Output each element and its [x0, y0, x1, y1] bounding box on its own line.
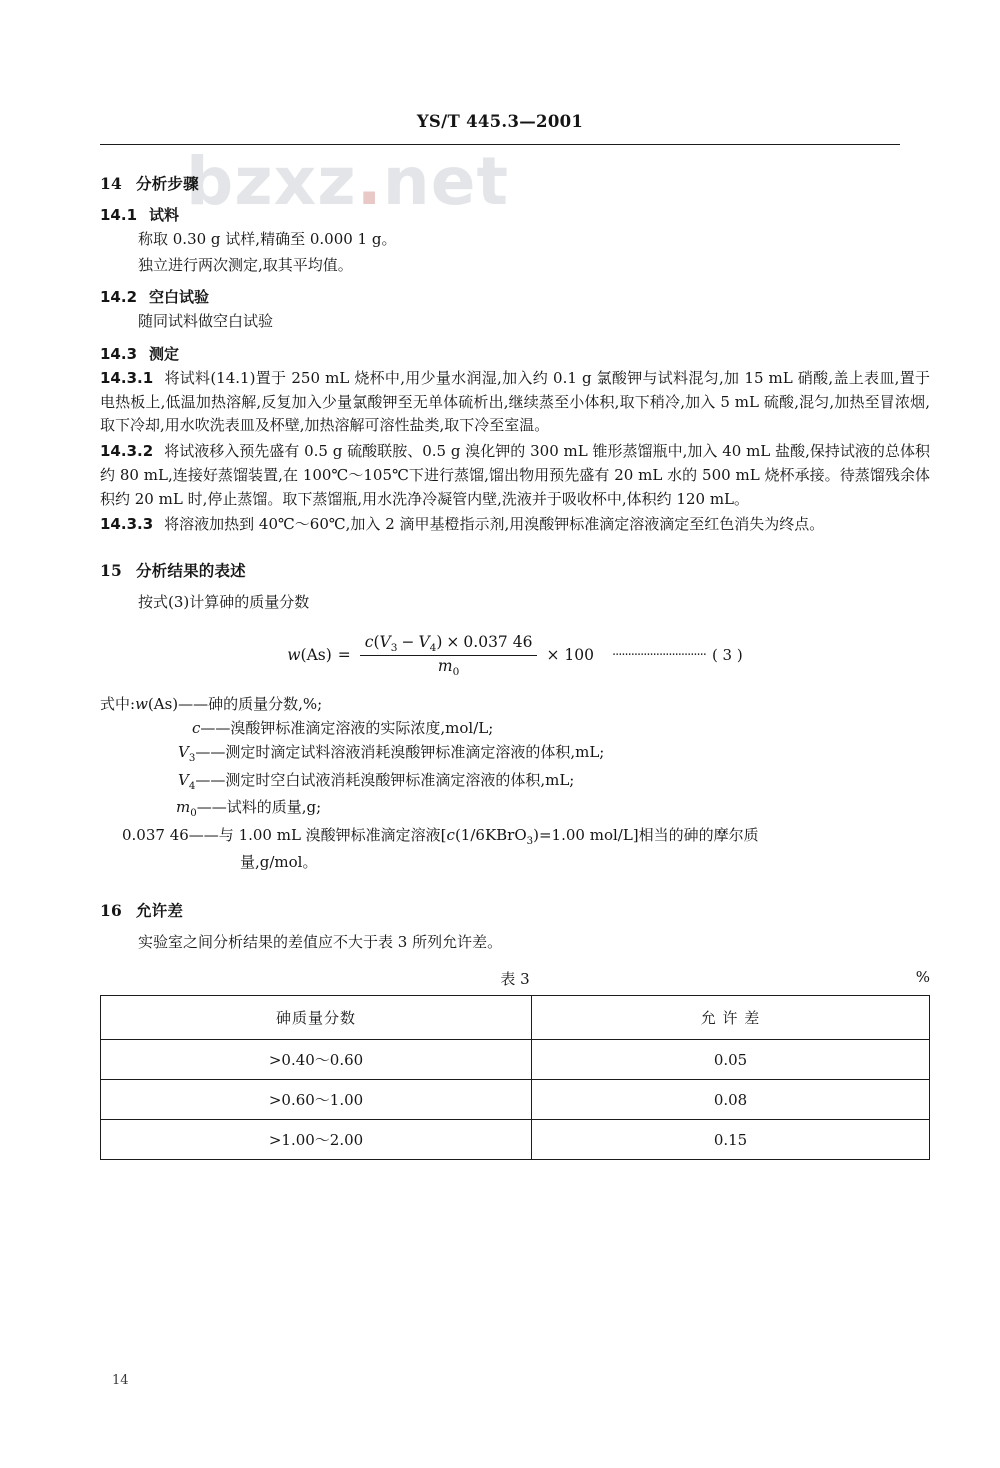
- definition-text-part-a: 与 1.00 mL 溴酸钾标准滴定溶液[: [218, 825, 447, 844]
- page-header: [100, 112, 900, 131]
- definition-symbol-italic: V: [178, 770, 189, 789]
- formula-factor: 0.037 46: [463, 632, 533, 651]
- definition-row-constant: [100, 823, 930, 851]
- definition-symbol: [178, 768, 225, 796]
- watermark-dot: .: [356, 143, 383, 220]
- formula-v4-subscript: 4: [429, 641, 437, 654]
- clause-15-title: 分析结果的表述: [135, 561, 246, 580]
- table-row: [101, 1080, 930, 1120]
- definition-text: 砷的质量分数,%;: [208, 694, 323, 713]
- table-row: [101, 1040, 930, 1080]
- formula-lhs-symbol: w: [287, 646, 301, 665]
- definition-symbol: [100, 692, 208, 716]
- table-cell-range: >0.60～1.00: [101, 1080, 532, 1120]
- watermark-tail: net: [382, 143, 510, 220]
- formula-equation-number: ( 3 ): [711, 646, 743, 665]
- clause-16-intro: 实验室之间分析结果的差值应不大于表 3 所列允许差。: [138, 932, 503, 951]
- clause-1431-text: 将试料(14.1)置于 250 mL 烧杯中,用少量水润湿,加入约 0.1 g 氯酸钾与试料混匀,加 15 mL 硝酸,盖上表皿,置于电热板上,低温加热溶解,反复加入少量氯酸钾至无单体硫析出,继续蒸至小体积,取下稍冷,加入 5 mL 硫酸,混匀,加热至冒浓烟,取下冷却,用水吹洗表皿及杯壁,加热溶解可溶性盐类,取下冷至室温。: [100, 369, 930, 435]
- definition-dash: ——: [188, 825, 219, 844]
- definition-text: 测定时空白试液消耗溴酸钾标准滴定溶液的体积,mL;: [225, 770, 575, 789]
- clause-142-heading: [100, 286, 930, 307]
- table-cell-range: >0.40～0.60: [101, 1040, 532, 1080]
- definition-text-c-symbol: c: [446, 825, 455, 844]
- definition-row: [100, 716, 930, 740]
- standard-number: YS/T 445.3—2001: [416, 112, 584, 131]
- formula-paren-open: (: [373, 632, 380, 651]
- formula-3-row: [100, 633, 930, 678]
- clause-142-para-1: 随同试料做空白试验: [138, 312, 274, 331]
- clause-1433-para: [100, 513, 930, 537]
- definition-symbol-italic: m: [176, 798, 191, 817]
- formula-v3-subscript: 3: [390, 641, 398, 654]
- formula-m0-subscript: 0: [452, 665, 460, 678]
- formula-3: [287, 633, 594, 678]
- table-header-cell-mass-fraction: 砷质量分数: [101, 996, 532, 1040]
- table-row: [101, 1120, 930, 1160]
- clause-14-heading: [100, 172, 930, 194]
- clause-141-title: 试料: [149, 206, 180, 224]
- definition-dash: ——: [200, 719, 231, 738]
- definition-symbol: [122, 823, 219, 851]
- formula-c: c: [364, 632, 374, 651]
- table-3-caption: 表 3: [500, 970, 530, 989]
- definition-dash: ——: [178, 694, 209, 713]
- definition-dash: ——: [195, 770, 226, 789]
- formula-fraction: [360, 633, 538, 678]
- formula-m0: m: [437, 656, 453, 675]
- clause-143-heading: [100, 343, 930, 364]
- definition-text-part-d: )=1.00 mol/L]相当的砷的摩尔质: [533, 825, 759, 844]
- definitions-label: 式中:: [100, 694, 136, 713]
- clause-1433-text: 将溶液加热到 40℃～60℃,加入 2 滴甲基橙指示剂,用溴酸钾标准滴定溶液滴定至红色消失为终点。: [164, 515, 825, 534]
- table-3-unit: %: [915, 968, 930, 987]
- table-cell-range: >1.00～2.00: [101, 1120, 532, 1160]
- clause-143-title: 测定: [149, 345, 180, 364]
- page-content: [100, 160, 930, 1160]
- definition-text: 试料的质量,g;: [226, 798, 322, 817]
- formula-v3: V: [379, 632, 391, 651]
- definition-dash: ——: [195, 743, 226, 762]
- clause-1431-number: 14.3.1: [100, 369, 154, 388]
- clause-16-heading: [100, 899, 930, 921]
- formula-paren-close: ): [436, 632, 443, 651]
- clause-1432-para: [100, 440, 930, 511]
- definition-continuation: 量,g/mol。: [240, 853, 318, 872]
- definition-symbol: [192, 716, 230, 740]
- clause-141-para-1: 称取 0.30 g 试样,精确至 0.000 1 g。: [138, 230, 397, 248]
- definition-symbol-roman: (As): [147, 694, 179, 713]
- table-header-cell-tolerance: 允 许 差: [532, 996, 930, 1040]
- definition-text: 测定时滴定试料溶液消耗溴酸钾标准滴定溶液的体积,mL;: [225, 743, 605, 762]
- definition-row: [100, 795, 930, 823]
- clause-14-number: 14: [100, 174, 122, 193]
- formula-times-100: × 100: [546, 646, 594, 665]
- clause-15-heading: [100, 559, 930, 581]
- clause-1432-number: 14.3.2: [100, 442, 154, 461]
- clause-14-title: 分析步骤: [135, 175, 199, 193]
- definition-symbol-subscript: 0: [190, 808, 197, 820]
- definition-text-subscript: 3: [526, 835, 534, 847]
- definition-row: [100, 740, 930, 768]
- table-cell-tolerance: 0.15: [532, 1120, 930, 1160]
- watermark-text: bzxz: [186, 143, 357, 220]
- clause-141-heading: [100, 204, 930, 225]
- page-number: 14: [112, 1373, 129, 1388]
- definition-text: 溴酸钾标准滴定溶液的实际浓度,mol/L;: [230, 719, 494, 738]
- clause-16-number: 16: [100, 900, 122, 920]
- formula-equals: =: [337, 646, 351, 665]
- definition-row: [100, 692, 930, 716]
- clause-15-intro: 按式(3)计算砷的质量分数: [138, 592, 310, 611]
- clause-141-number: 14.1: [100, 206, 138, 224]
- definition-row: [100, 768, 930, 796]
- clause-1431-para: [100, 367, 930, 438]
- definition-constant-value: 0.037 46: [122, 825, 189, 844]
- formula-numerator: [360, 633, 538, 655]
- definition-symbol-italic: c: [192, 719, 201, 738]
- clause-15-number: 15: [100, 560, 122, 580]
- definition-text-part-b: (1/6KBrO: [454, 825, 527, 844]
- formula-minus: −: [401, 632, 415, 651]
- definition-symbol-subscript: 4: [188, 780, 196, 792]
- definition-symbol-subscript: 3: [188, 753, 196, 765]
- definition-symbol-italic: V: [178, 743, 189, 762]
- table-cell-tolerance: 0.05: [532, 1040, 930, 1080]
- clause-141-para-2: 独立进行两次测定,取其平均值。: [138, 255, 353, 274]
- clause-143-number: 14.3: [100, 345, 138, 364]
- table-3: [100, 995, 930, 1160]
- formula-dot-leader: ······························: [611, 647, 706, 663]
- formula-times-1: ×: [446, 632, 460, 651]
- formula-denominator: [433, 656, 464, 678]
- clause-1433-number: 14.3.3: [100, 515, 154, 534]
- definition-text: [219, 823, 930, 851]
- header-divider: [100, 144, 900, 145]
- definition-dash: ——: [196, 798, 227, 817]
- formula-v4: V: [418, 632, 430, 651]
- symbol-definitions: [100, 692, 930, 875]
- clause-16-title: 允许差: [135, 901, 184, 920]
- clause-142-title: 空白试验: [149, 288, 210, 307]
- definition-symbol: [176, 795, 227, 823]
- definition-symbol: [178, 740, 225, 768]
- formula-lhs-arg: (As): [300, 646, 332, 665]
- table-cell-tolerance: 0.08: [532, 1080, 930, 1120]
- definition-symbol-italic: w: [135, 694, 148, 713]
- clause-142-number: 14.2: [100, 288, 138, 307]
- table-3-caption-row: [100, 968, 930, 989]
- table-header-row: [101, 996, 930, 1040]
- clause-1432-text: 将试液移入预先盛有 0.5 g 硫酸联胺、0.5 g 溴化钾的 300 mL 锥形蒸馏瓶中,加入 40 mL 盐酸,保持试液的总体积约 80 mL,连接好蒸馏装置,在 100℃～105℃下进行蒸馏,馏出物用预先盛有 20 mL 水的 500 mL 烧杯承接。待蒸馏残余体积约 20 mL 时,停止蒸馏。取下蒸馏瓶,用水洗净冷凝管内壁,洗液并于吸收杯中,体积约 120 mL。: [100, 442, 930, 508]
